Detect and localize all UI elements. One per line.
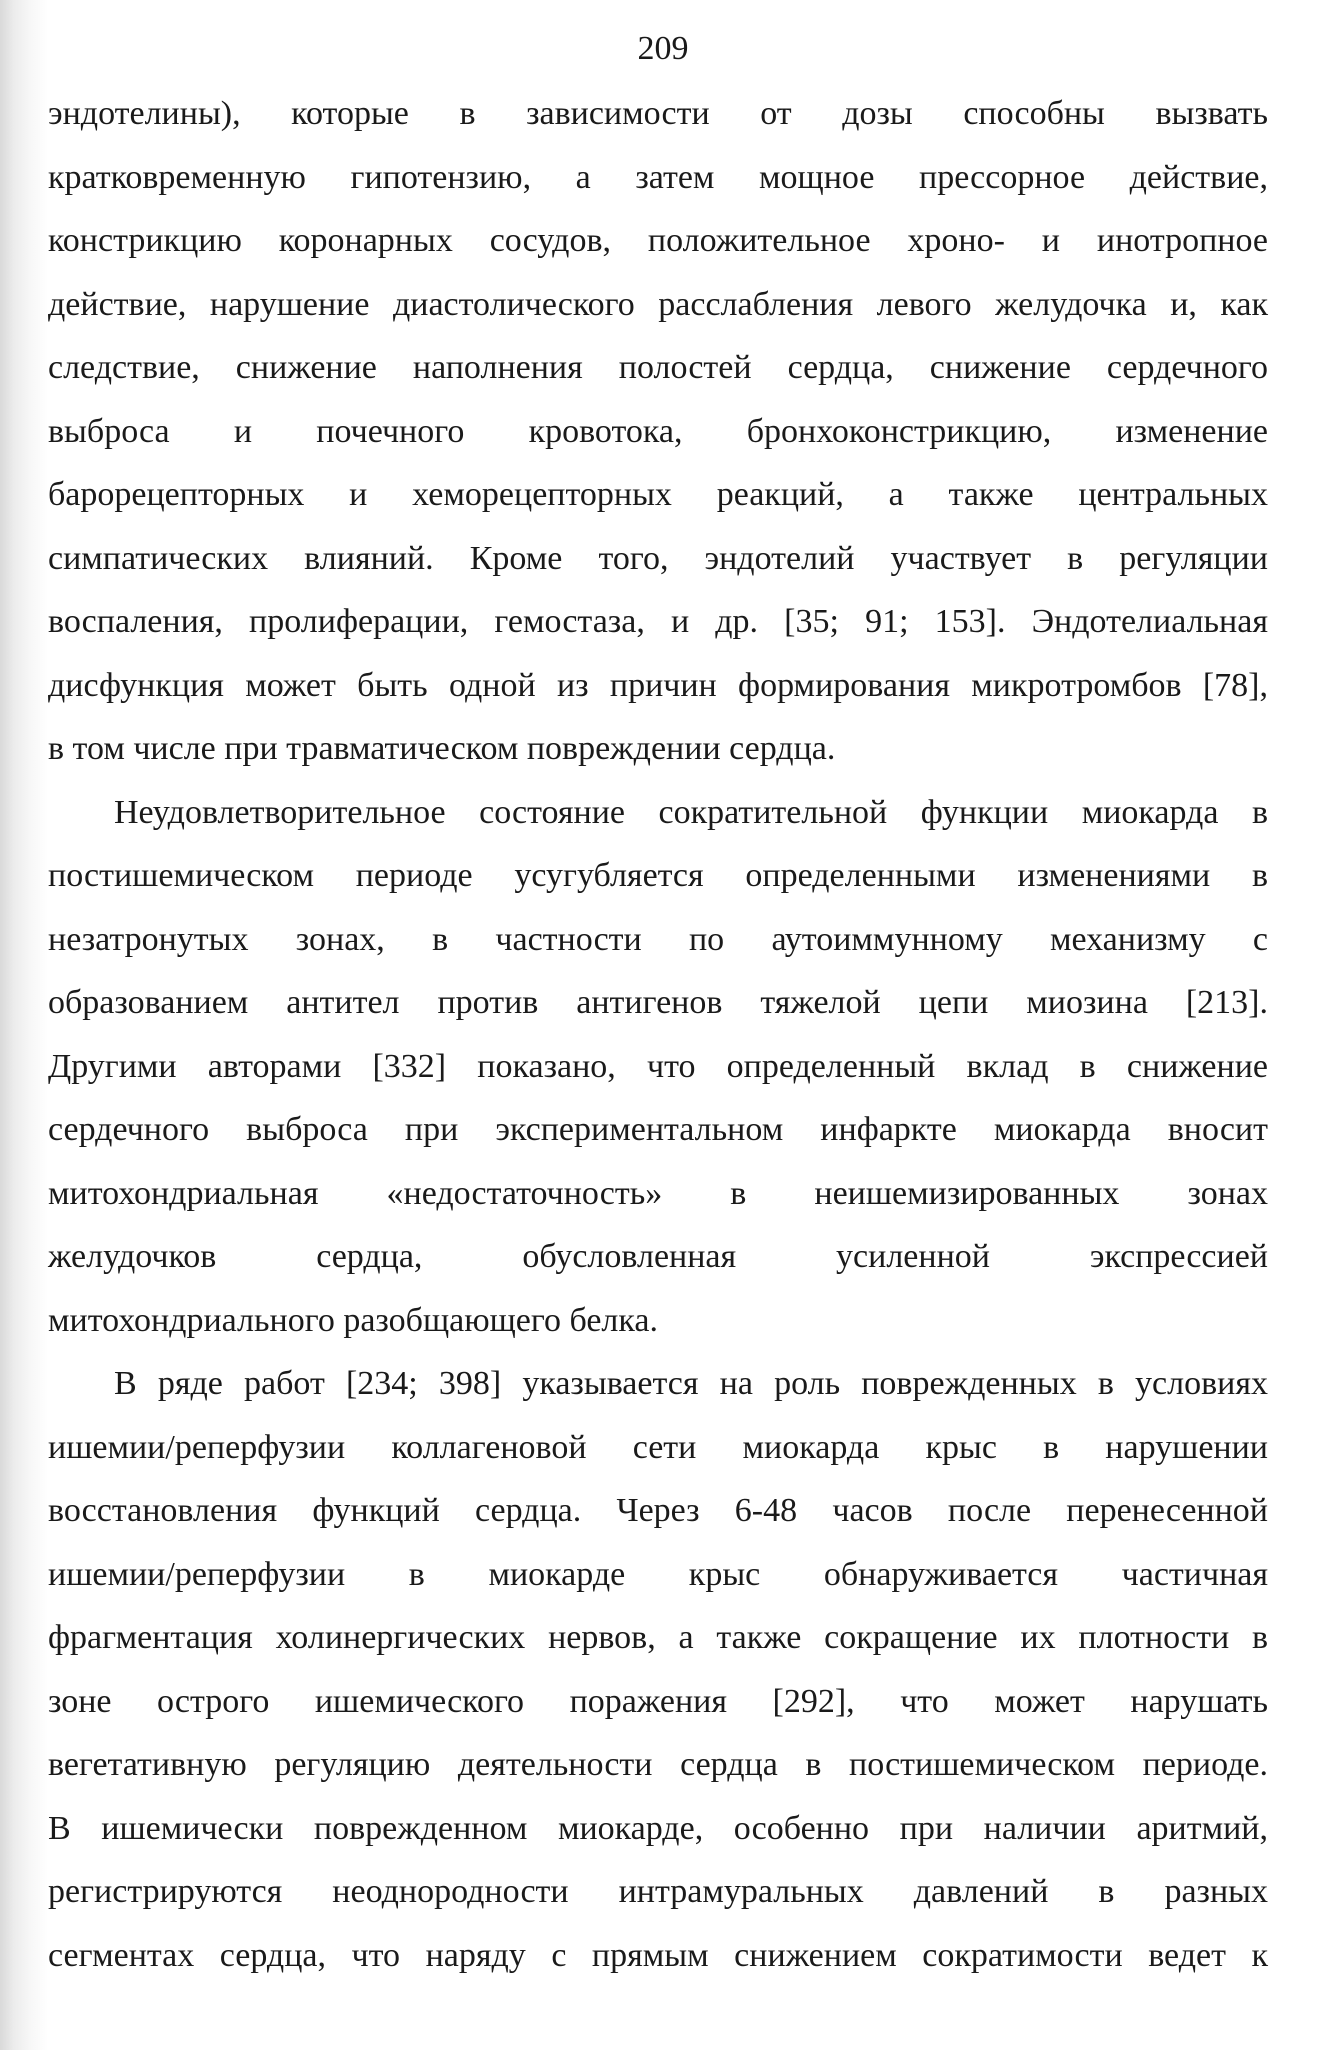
text-line: в том числе при травматическом повреждении сердца. bbox=[48, 730, 836, 767]
text-line: регистрируются неоднородности интрамуральных давлений в разных bbox=[48, 1873, 1268, 1910]
text-line: В ишемически поврежденном миокарде, особенно при наличии аритмий, bbox=[48, 1809, 1268, 1847]
text-line: сердечного выброса при экспериментальном инфаркте миокарда вносит bbox=[48, 1111, 1268, 1148]
text-line: ишемии/реперфузии коллагеновой сети миокарда крыс в нарушении bbox=[48, 1428, 1268, 1466]
body-text bbox=[48, 82, 1268, 1987]
text-line: дисфункция может быть одной из причин формирования микротромбов [78], bbox=[48, 666, 1268, 704]
text-line: действие, нарушение диастолического расслабления левого желудочка и, как bbox=[48, 285, 1268, 323]
text-line: образованием антител против антигенов тяжелой цепи миозина [213]. bbox=[48, 984, 1268, 1021]
text-line: следствие, снижение наполнения полостей сердца, снижение сердечного bbox=[48, 349, 1268, 386]
text-line: В ряде работ [234; 398] указывается на роль поврежденных в условиях bbox=[114, 1365, 1268, 1402]
text-line: митохондриального разобщающего белка. bbox=[48, 1301, 658, 1339]
text-line: Другими авторами [332] показано, что определенный вклад в снижение bbox=[48, 1047, 1268, 1085]
text-line: воспаления, пролиферации, гемостаза, и др. [35; 91; 153]. Эндотелиальная bbox=[48, 603, 1268, 640]
text-line: митохондриальная «недостаточность» в неишемизированных зонах bbox=[48, 1174, 1268, 1212]
page-number: 209 bbox=[637, 30, 689, 67]
text-line: констрикцию коронарных сосудов, положительное хроно- и инотропное bbox=[48, 222, 1268, 259]
text-line: выброса и почечного кровотока, бронхоконстрикцию, изменение bbox=[48, 412, 1268, 450]
text-line: эндотелины), которые в зависимости от дозы способны вызвать bbox=[48, 95, 1268, 132]
text-line: восстановления функций сердца. Через 6-48 часов после перенесенной bbox=[48, 1492, 1268, 1529]
text-line: желудочков сердца, обусловленная усиленной экспрессией bbox=[48, 1238, 1268, 1275]
text-line: кратковременную гипотензию, а затем мощное прессорное действие, bbox=[48, 158, 1268, 196]
text-line: сегментах сердца, что наряду с прямым снижением сократимости ведет к bbox=[48, 1936, 1268, 1974]
text-line: незатронутых зонах, в частности по аутоиммунному механизму с bbox=[48, 920, 1268, 958]
text-line: постишемическом периоде усугубляется определенными изменениями в bbox=[48, 857, 1268, 894]
text-line: зоне острого ишемического поражения [292], что может нарушать bbox=[48, 1682, 1268, 1720]
text-line: вегетативную регуляцию деятельности сердца в постишемическом периоде. bbox=[48, 1746, 1268, 1783]
text-line: фрагментация холинергических нервов, а также сокращение их плотности в bbox=[48, 1619, 1268, 1656]
text-line: барорецепторных и хеморецепторных реакций, а также центральных bbox=[48, 476, 1268, 513]
text-line: ишемии/реперфузии в миокарде крыс обнаруживается частичная bbox=[48, 1555, 1268, 1593]
text-line: симпатических влияний. Кроме того, эндотелий участвует в регуляции bbox=[48, 539, 1268, 577]
text-line: Неудовлетворительное состояние сократительной функции миокарда в bbox=[114, 793, 1268, 831]
scan-binding-shadow bbox=[0, 0, 48, 2050]
